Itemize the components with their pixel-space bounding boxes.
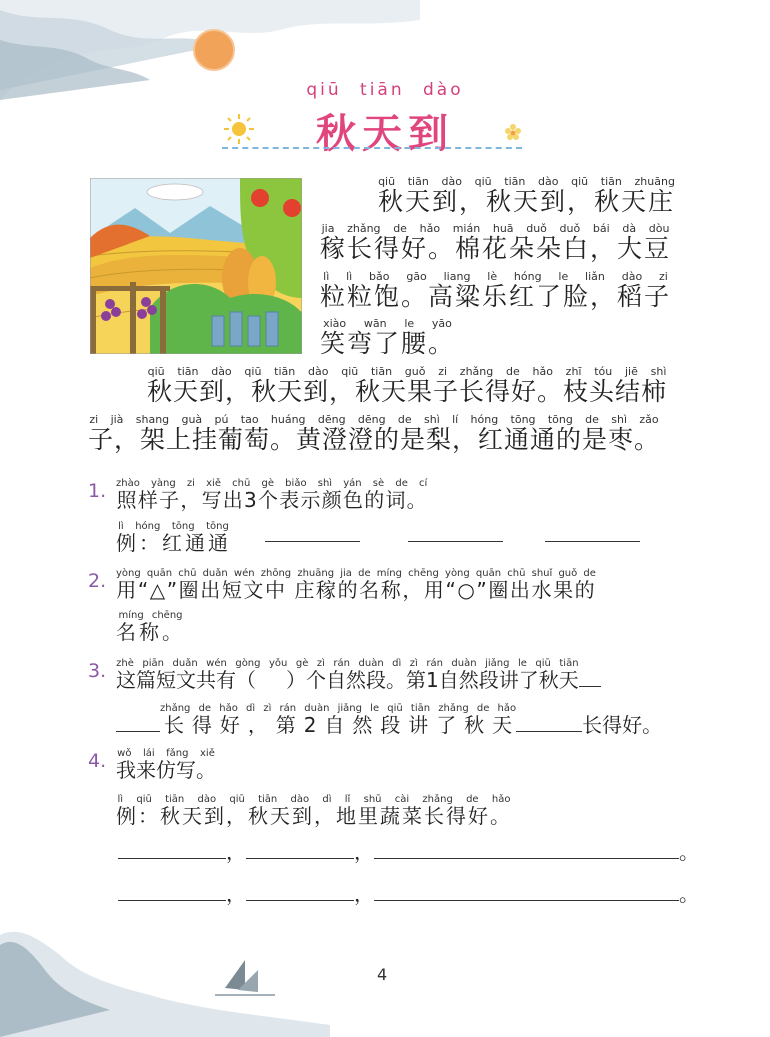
title-pinyin: qiū tiān dào bbox=[306, 80, 464, 100]
question-2-number: 2. bbox=[88, 570, 107, 592]
page-title: 秋天到 bbox=[316, 111, 454, 157]
passage-line-2: 稼长得好。棉花朵朵白，大豆jia zhǎng de hǎo mián huā duǒ duǒ bái dà dòu bbox=[320, 222, 672, 263]
answer-blank-q3-b[interactable] bbox=[116, 713, 160, 732]
question-3-line-2: 长得好，第2自然段讲了秋天zhǎng de hǎo dì zì rán duàn jiǎng le qiū tiān zhǎng de hǎo长得好。 bbox=[116, 703, 662, 736]
question-2-text: 用“△”圈出短文中 庄稼的名称，用“○”圈出水果的yòng quān chū duǎn wén zhōng zhuāng jia de míng chēng yòng quān chū shuǐ guǒ de bbox=[116, 568, 596, 602]
question-4-number: 4. bbox=[88, 750, 107, 772]
question-1-example: 例：红通通lì hóng tōng tōng bbox=[116, 521, 231, 555]
question-4-text: 我来仿写。wǒ lái fǎng xiě bbox=[116, 748, 216, 782]
answer-blank-1[interactable] bbox=[265, 541, 360, 542]
question-3-number: 3. bbox=[88, 660, 107, 682]
writing-blank-1b[interactable] bbox=[246, 840, 354, 859]
sun-decoration bbox=[192, 28, 236, 72]
answer-blank-q3-a[interactable] bbox=[579, 668, 601, 687]
answer-blank-2[interactable] bbox=[408, 541, 503, 542]
writing-blank-2c[interactable] bbox=[374, 882, 679, 901]
passage-line-4: 笑弯了腰。xiào wān le yāo bbox=[320, 317, 456, 358]
question-2-line-2: 名称。míng chēng bbox=[116, 610, 185, 644]
question-1-number: 1. bbox=[88, 480, 107, 502]
passage-line-1: 秋天到，秋天到，秋天庄qiū tiān dào qiū tiān dào qiū tiān zhuāng bbox=[378, 175, 676, 216]
writing-blank-2b[interactable] bbox=[246, 882, 354, 901]
passage-line-6: 子，架上挂葡萄。黄澄澄的是梨，红通通的是枣。zi jià shang guà pú tao huáng dēng dēng de shì lí hóng tōng tōng de shì zǎo bbox=[88, 413, 661, 454]
writing-line-2: ， ， 。 bbox=[118, 882, 699, 905]
page-number: 4 bbox=[377, 965, 388, 984]
question-4-example: 例：秋天到，秋天到，地里蔬菜长得好。lì qiū tiān dào qiū tiān dào dì lǐ shū cài zhǎng de hǎo bbox=[116, 794, 512, 828]
answer-blank-3[interactable] bbox=[545, 541, 640, 542]
answer-blank-q3-c[interactable] bbox=[516, 713, 582, 732]
passage-line-3: 粒粒饱。高粱乐红了脸，稻子lì lì bǎo gāo liang lè hóng le liǎn dào zi bbox=[320, 270, 672, 311]
autumn-farm-illustration bbox=[90, 178, 302, 354]
question-1-text: 照样子，写出3个表示颜色的词。zhào yàng zi xiě chū gè biǎo shì yán sè de cí bbox=[116, 478, 428, 512]
bottom-left-landscape-decoration bbox=[0, 915, 330, 1037]
writing-blank-1c[interactable] bbox=[374, 840, 679, 859]
writing-blank-1a[interactable] bbox=[118, 840, 226, 859]
question-3-text: 这篇短文共有（ ）个自然段。第1自然段讲了秋天zhè piān duǎn wén gòng yǒu gè zì rán duàn dì zì rán duàn jiǎng le qiū tiān bbox=[116, 658, 601, 691]
writing-blank-2a[interactable] bbox=[118, 882, 226, 901]
passage-line-5: 秋天到，秋天到，秋天果子长得好。枝头结柿qiū tiān dào qiū tiān dào qiū tiān guǒ zi zhǎng de hǎo zhī tóu jiē shì bbox=[147, 365, 668, 406]
flower-icon bbox=[505, 124, 521, 140]
title-underline bbox=[222, 147, 522, 149]
writing-line-1: ， ， 。 bbox=[118, 840, 699, 863]
